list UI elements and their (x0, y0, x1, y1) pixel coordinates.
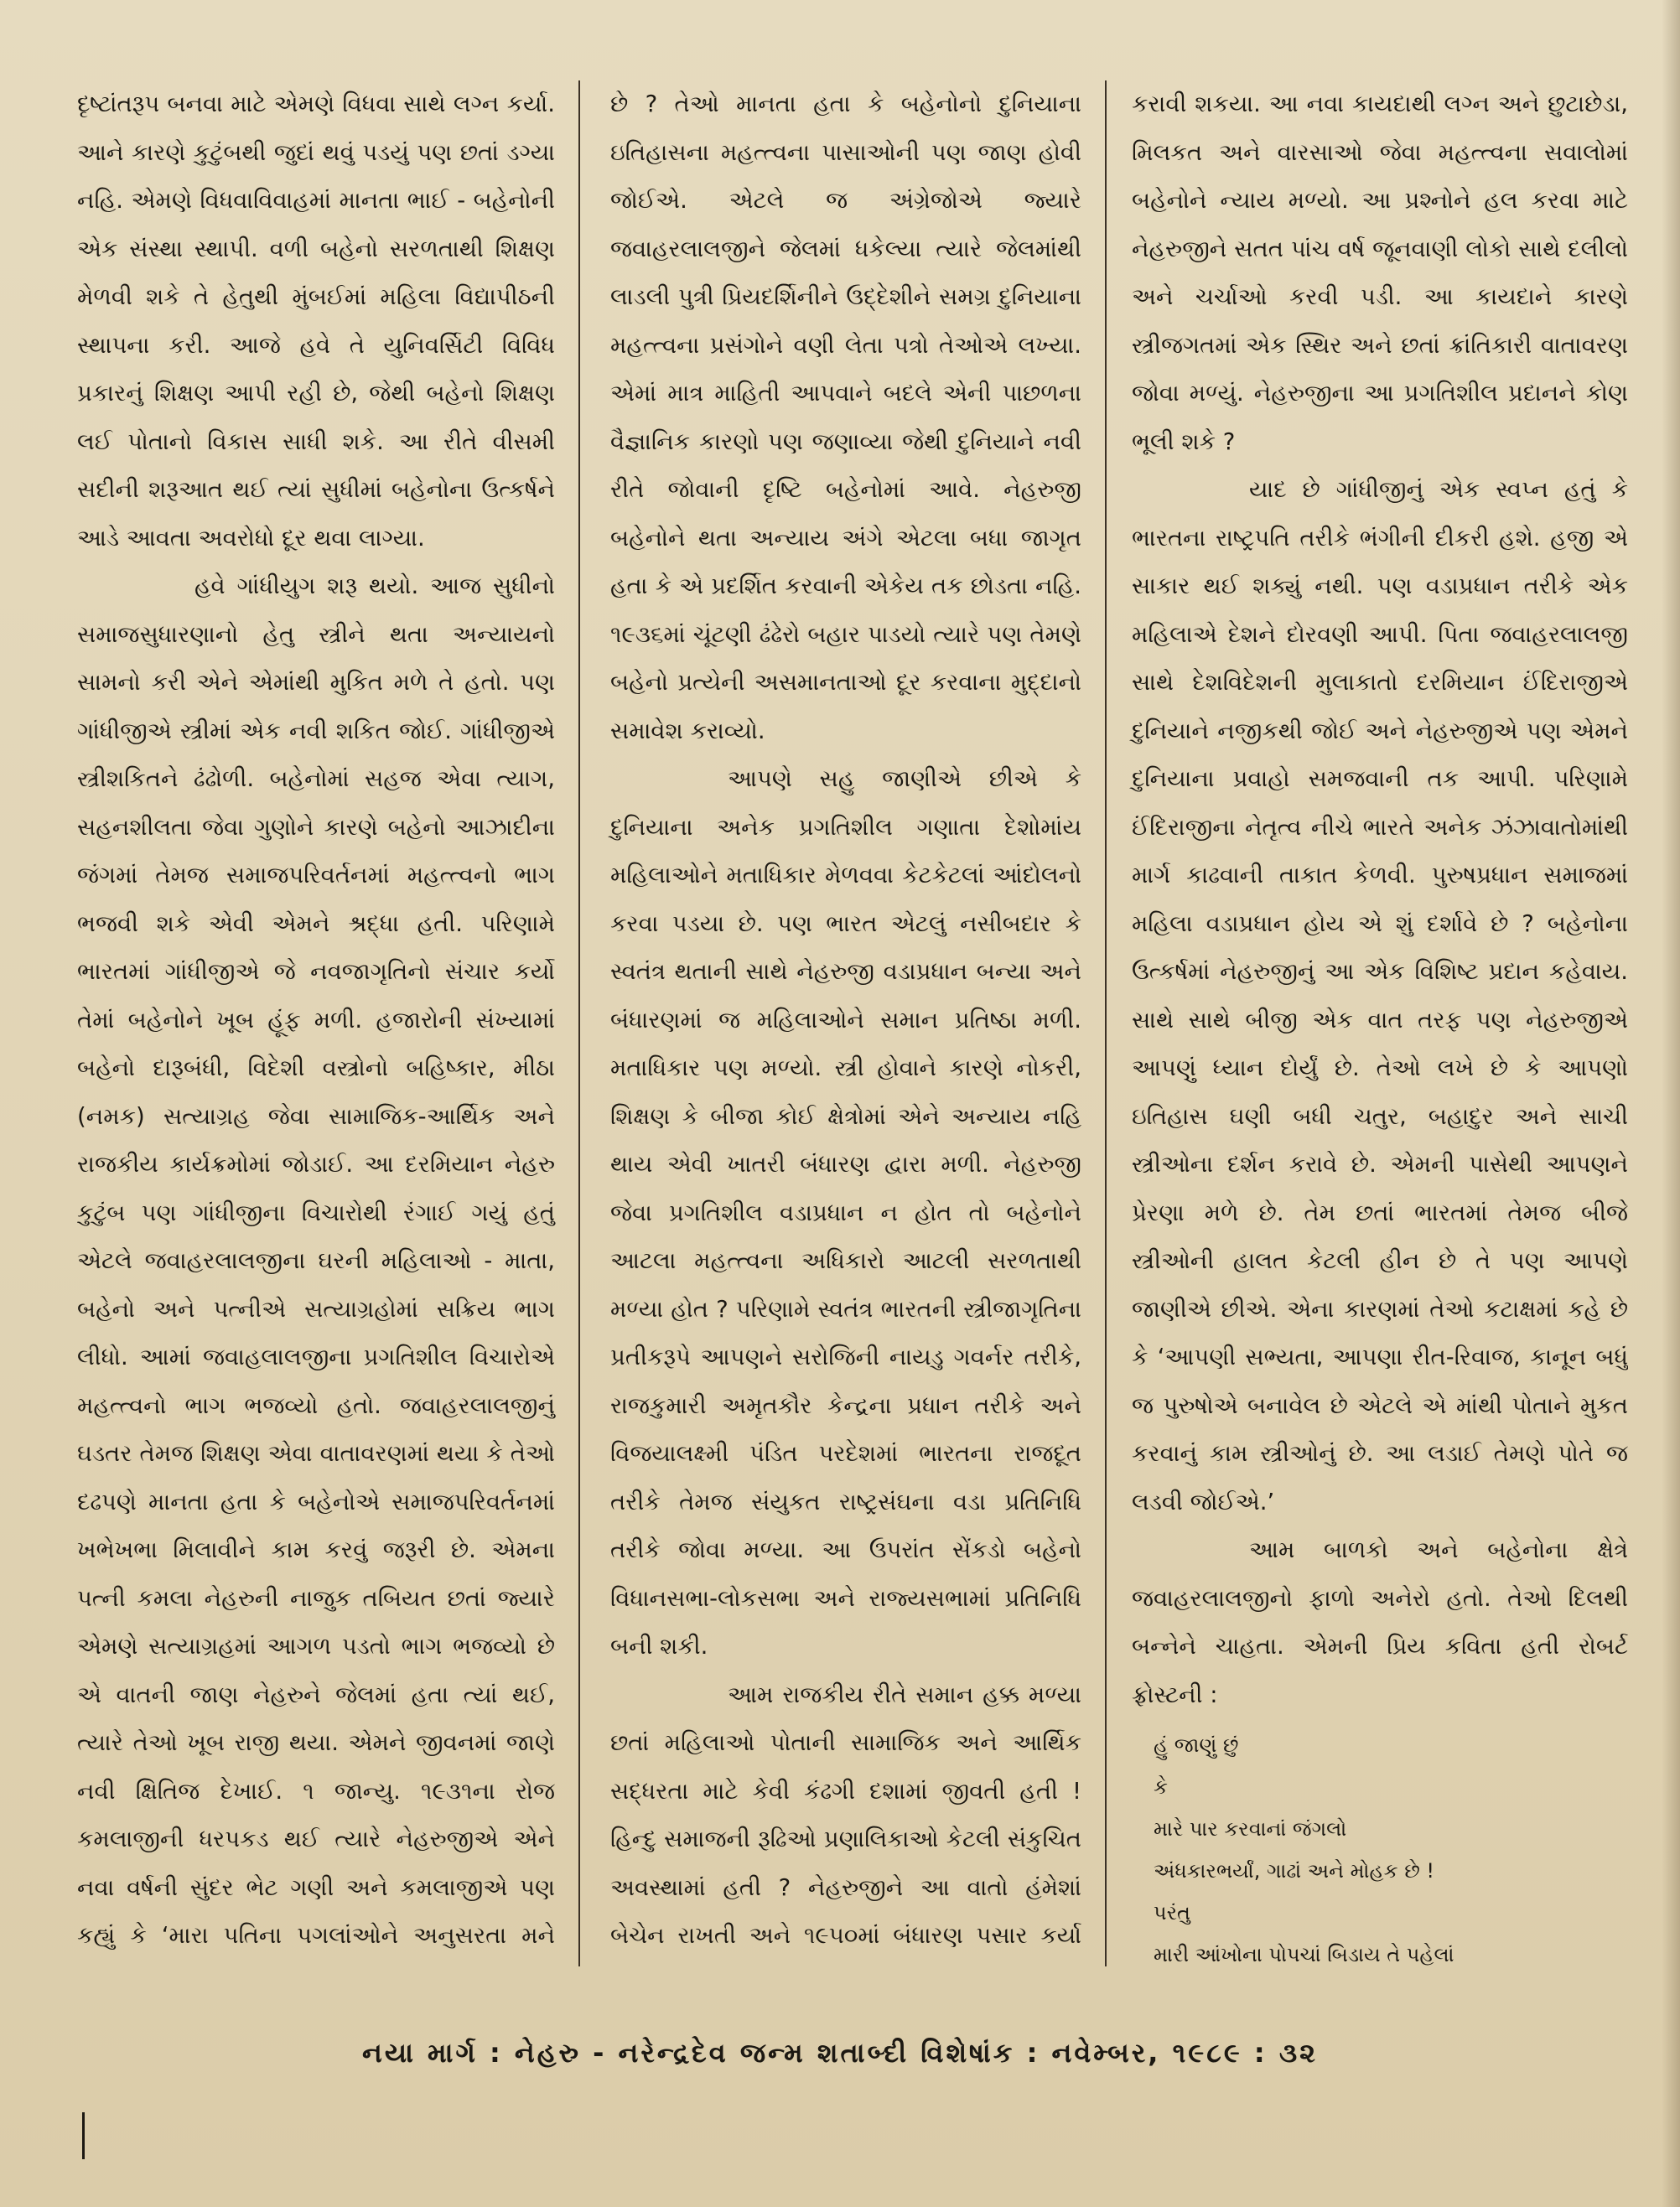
col1-para-2: હવે ગાંધીયુગ શરૂ થયો. આજ સુધીનો સમાજસુધારણાનો હેતુ સ્ત્રીને થતા અન્યાયનો સામનો કરી એને એમાંથી મુકિત મળે તે હતો. પણ ગાંધીજીએ સ્ત્રીમાં એક નવી શકિત જોઈ. ગાંધીજીએ સ્ત્રીશકિતને ઢંઢોળી. બહેનોમાં સહજ એવા ત્યાગ, સહનશીલતા જેવા ગુણોને કારણે બહેનો આઝાદીના જંગમાં તેમજ સમાજપરિવર્તનમાં મહત્ત્વનો ભાગ ભજવી શકે એવી એમને શ્રદ્ધા હતી. પરિણામે ભારતમાં ગાંધીજીએ જે નવજાગૃતિનો સંચાર કર્યો તેમાં બહેનોને ખૂબ હૂંફ મળી. હજારોની સંખ્યામાં બહેનો દારૂબંધી, વિદેશી વસ્ત્રોનો બહિષ્કાર, મીઠા (નમક) સત્યાગ્રહ જેવા સામાજિક-આર્થિક અને રાજકીય કાર્યક્રમોમાં જોડાઈ. આ દરમિયાન નેહરુ કુટુંબ પણ ગાંધીજીના વિચારોથી રંગાઈ ગયું હતું એટલે જવાહરલાલજીના ઘરની મહિલાઓ - માતા, બહેનો અને પત્નીએ સત્યાગ્રહોમાં સક્રિય ભાગ લીધો. આમાં જવાહલાલજીના પ્રગતિશીલ વિચારોએ મહત્ત્વનો ભાગ ભજવ્યો હતો. જવાહરલાલજીનું ઘડતર તેમજ શિક્ષણ એવા વાતાવરણમાં થયા કે તેઓ દઢપણે માનતા હતા કે બહેનોએ સમાજપરિવર્તનમાં ખભેખભા મિલાવીને કામ કરવું જરૂરી છે. એમના પત્ની કમલા નેહરુની નાજુક તબિયત છતાં જ્યારે એમણે સત્યાગ્રહમાં આગળ પડતો ભાગ ભજવ્યો છે એ વાતની જાણ નેહરુને જેલમાં હતા ત્યાં થઈ, ત્યારે તેઓ ખૂબ રાજી થયા. એમને જીવનમાં જાણે નવી ક્ષિતિજ દેખાઈ. ૧ જાન્યુ. ૧૯૩૧ના રોજ કમલાજીની ધરપકડ થઈ ત્યારે નેહરુજીએ એને નવા વર્ષની સુંદર ભેટ ગણી અને કમલાજીએ પણ કહ્યું કે ‘મારા પતિના પગલાંઓને અનુસરતા મને (77, 572, 555, 1949)
article-columns (77, 80, 1628, 1966)
margin-mark (82, 2112, 85, 2159)
page-edge-shadow (1662, 0, 1680, 2207)
poem-line: કે (1154, 1775, 1168, 1799)
poem-line: અંધકારભર્યાં, ગાઢાં અને મોહક છે ! (1154, 1859, 1434, 1883)
col3-para-1: કરાવી શકયા. આ નવા કાયદાથી લગ્ન અને છુટાછેડા, મિલકત અને વારસાઓ જેવા મહત્ત્વના સવાલોમાં બહેનોને ન્યાય મળ્યો. આ પ્રશ્નોને હલ કરવા માટે નેહરુજીને સતત પાંચ વર્ષ જૂનવાણી લોકો સાથે દલીલો અને ચર્ચાઓ કરવી પડી. આ કાયદાને કારણે સ્ત્રીજગતમાં એક સ્થિર અને છતાં ક્રાંતિકારી વાતાવરણ જોવા મળ્યું. નેહરુજીના આ પ્રગતિશીલ પ્રદાનને કોણ ભૂલી શકે ? (1132, 91, 1628, 455)
col2-para-1: છે ? તેઓ માનતા હતા કે બહેનોનો દુનિયાના ઇતિહાસના મહત્ત્વના પાસાઓની પણ જાણ હોવી જોઈએ. એટલે જ અંગ્રેજોએ જ્યારે જવાહરલાલજીને જેલમાં ધકેલ્યા ત્યારે જેલમાંથી લાડલી પુત્રી પ્રિયદર્શિનીને ઉદ્દેશીને સમગ્ર દુનિયાના મહત્ત્વના પ્રસંગોને વણી લેતા પત્રો તેઓએ લખ્યા. એમાં માત્ર માહિતી આપવાને બદલે એની પાછળના વૈજ્ઞાનિક કારણો પણ જણાવ્યા જેથી દુનિયાને નવી રીતે જોવાની દૃષ્ટિ બહેનોમાં આવે. નેહરુજી બહેનોને થતા અન્યાય અંગે એટલા બધા જાગૃત હતા કે એ પ્રદર્શિત કરવાની એકેય તક છોડતા નહિ. ૧૯૩૬માં ચૂંટણી ઢંઢેરો બહાર પાડયો ત્યારે પણ તેમણે બહેનો પ્રત્યેની અસમાનતાઓ દૂર કરવાના મુદ્દાનો સમાવેશ કરાવ્યો. (610, 91, 1081, 744)
page-footer: નયા માર્ગ : નેહરુ - નરેન્દ્રદેવ જન્મ શતાબ્દી વિશેષાંક : નવેમ્બર, ૧૯૮૯ : ૩૨ (362, 2037, 1318, 2069)
col2-para-2: આપણે સહુ જાણીએ છીએ કે દુનિયાના અનેક પ્રગતિશીલ ગણાતા દેશોમાંય મહિલાઓને મતાધિકાર મેળવવા કેટકેટલાં આંદોલનો કરવા પડયા છે. પણ ભારત એટલું નસીબદાર કે સ્વતંત્ર થતાની સાથે નેહરુજી વડાપ્રધાન બન્યા અને બંધારણમાં જ મહિલાઓને સમાન પ્રતિષ્ઠા મળી. મતાધિકાર પણ મળ્યો. સ્ત્રી હોવાને કારણે નોકરી, શિક્ષણ કે બીજા કોઈ ક્ષેત્રોમાં એને અન્યાય નહિ થાય એવી ખાતરી બંધારણ દ્વારા મળી. નેહરુજી જેવા પ્રગતિશીલ વડાપ્રધાન ન હોત તો બહેનોને આટલા મહત્ત્વના અધિકારો આટલી સરળતાથી મળ્યા હોત ? પરિણામે સ્વતંત્ર ભારતની સ્ત્રીજાગૃતિના પ્રતીકરૂપે આપણને સરોજિની નાયડુ ગવર્નર તરીકે, રાજકુમારી અમૃતકૌર કેન્દ્રના પ્રધાન તરીકે અને વિજયાલક્ષ્મી પંડિત પરદેશમાં ભારતના રાજદૂત તરીકે તેમજ સંયુકત રાષ્ટ્રસંઘના વડા પ્રતિનિધિ તરીકે જોવા મળ્યા. આ ઉપરાંત સેંકડો બહેનો વિધાનસભા-લોકસભા અને રાજ્યસભામાં પ્રતિનિધિ બની શકી. (610, 765, 1081, 1660)
col2-para-3: આમ રાજકીય રીતે સમાન હક્ક મળ્યા છતાં મહિલાઓ પોતાની સામાજિક અને આર્થિક સદ્ધરતા માટે કેવી કંઢગી દશામાં જીવતી હતી ! હિન્દુ સમાજની રૂઢિઓ પ્રણાલિકાઓ કેટલી સંકુચિત અવસ્થામાં હતી ? નેહરુજીને આ વાતો હંમેશાં બેચેન રાખતી અને ૧૯૫૦માં બંધારણ પસાર કર્યા (610, 1681, 1081, 1949)
text-column-2 (578, 80, 1105, 1966)
text-column-3 (1105, 80, 1628, 1966)
col1-para-1: દૃષ્ટાંતરૂપ બનવા માટે એમણે વિધવા સાથે લગ્ન કર્યા. આને કારણે કુટુંબથી જુદાં થવું પડયું પણ છતાં ડગ્યા નહિ. એમણે વિધવાવિવાહમાં માનતા ભાઈ - બહેનોની એક સંસ્થા સ્થાપી. વળી બહેનો સરળતાથી શિક્ષણ મેળવી શકે તે હેતુથી મુંબઈમાં મહિલા વિદ્યાપીઠની સ્થાપના કરી. આજે હવે તે યુનિવર્સિટી વિવિધ પ્રકારનું શિક્ષણ આપી રહી છે, જેથી બહેનો શિક્ષણ લઈ પોતાનો વિકાસ સાધી શકે. આ રીતે વીસમી સદીની શરૂઆત થઈ ત્યાં સુધીમાં બહેનોના ઉત્કર્ષને આડે આવતા અવરોધો દૂર થવા લાગ્યા. (77, 91, 555, 552)
poem-line: મારે પાર કરવાનાં જંગલો (1154, 1817, 1347, 1841)
poem-line: મારી આંખોના પોપચાં બિડાય તે પહેલાં (1154, 1943, 1454, 1966)
col3-para-2: યાદ છે ગાંધીજીનું એક સ્વપ્ન હતું કે ભારતના રાષ્ટ્રપતિ તરીકે ભંગીની દીકરી હશે. હજી એ સાકાર થઈ શક્યું નથી. પણ વડાપ્રધાન તરીકે એક મહિલાએ દેશને દોરવણી આપી. પિતા જવાહરલાલજી સાથે દેશવિદેશની મુલાકાતો દરમિયાન ઈંદિરાજીએ દુનિયાને નજીકથી જોઈ અને નેહરુજીએ પણ એમને દુનિયાના પ્રવાહો સમજવાની તક આપી. પરિણામે ઈંદિરાજીના નેતૃત્વ નીચે ભારતે અનેક ઝંઝાવાતોમાંથી માર્ગ કાઢવાની તાકાત કેળવી. પુરુષપ્રધાન સમાજમાં મહિલા વડાપ્રધાન હોય એ શું દર્શાવે છે ? બહેનોના ઉત્કર્ષમાં નેહરુજીનું આ એક વિશિષ્ટ પ્રદાન કહેવાય. સાથે સાથે બીજી એક વાત તરફ પણ નેહરુજીએ આપણું ધ્યાન દોર્યું છે. તેઓ લખે છે કે આપણો ઇતિહાસ ઘણી બધી ચતુર, બહાદુર અને સાચી સ્ત્રીઓના દર્શન કરાવે છે. એમની પાસેથી આપણને પ્રેરણા મળે છે. તેમ છતાં ભારતમાં તેમજ બીજે સ્ત્રીઓની હાલત કેટલી હીન છે તે પણ આપણે જાણીએ છીએ. એના કારણમાં તેઓ કટાક્ષમાં કહે છે કે ‘આપણી સભ્યતા, આપણા રીત-રિવાજ, કાનૂન બધું જ પુરુષોએ બનાવેલ છે એટલે એ માંથી પોતાને મુકત કરવાનું કામ સ્ત્રીઓનું છે. આ લડાઈ તેમણે પોતે જ લડવી જોઈએ.’ (1132, 476, 1628, 1515)
col3-para-3: આમ બાળકો અને બહેનોના ક્ષેત્રે જવાહરલાલજીનો ફાળો અનેરો હતો. તેઓ દિલથી બન્નેને ચાહતા. એમની પ્રિય કવિતા હતી રોબર્ટ ફ્રોસ્ટની : (1132, 1536, 1628, 1708)
poem-line: પરંતુ (1154, 1901, 1190, 1925)
poem-line: હું જાણું છું (1154, 1733, 1239, 1757)
poem-block (1132, 1724, 1628, 1966)
text-column-1 (77, 80, 578, 1966)
